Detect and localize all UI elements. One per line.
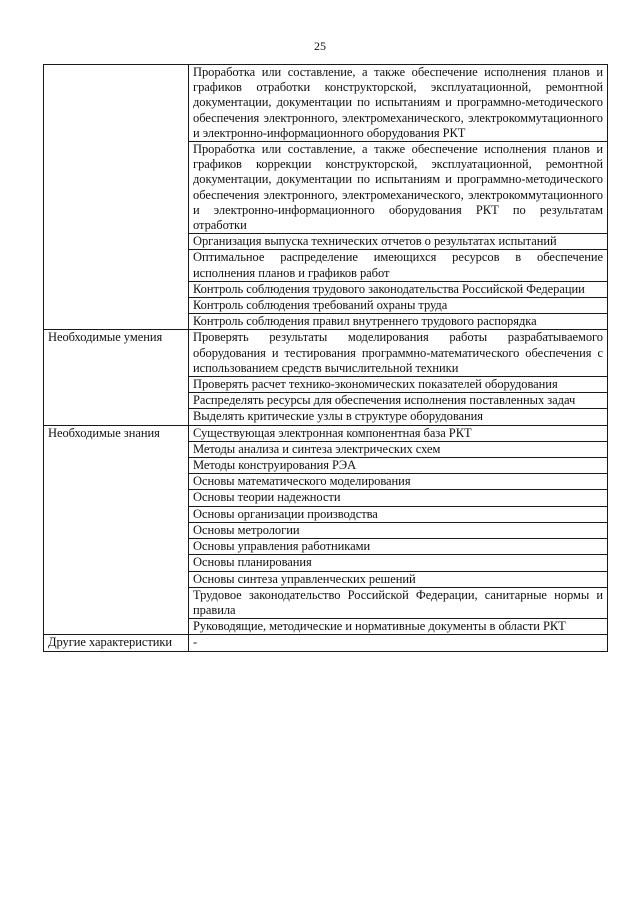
- knowledge-item: Методы анализа и синтеза электрических схем: [189, 441, 608, 457]
- knowledge-item: Основы планирования: [189, 555, 608, 571]
- table-row: [44, 65, 608, 142]
- competency-table: [43, 64, 608, 652]
- knowledge-item: Трудовое законодательство Российской Федерации, санитарные нормы и правила: [189, 587, 608, 618]
- knowledge-item: Существующая электронная компонентная база РКТ: [189, 425, 608, 441]
- labor-actions-label-cell: [44, 65, 189, 330]
- labor-action-item: Контроль соблюдения требований охраны труда: [189, 298, 608, 314]
- knowledge-item: Основы теории надежности: [189, 490, 608, 506]
- table-row: [44, 330, 608, 377]
- skill-item: Выделять критические узлы в структуре оборудования: [189, 409, 608, 425]
- skills-label: Необходимые умения: [44, 330, 189, 425]
- knowledge-item: Руководящие, методические и нормативные документы в области РКТ: [189, 619, 608, 635]
- skill-item: Распределять ресурсы для обеспечения исполнения поставленных задач: [189, 393, 608, 409]
- labor-action-item: Проработка или составление, а также обеспечение исполнения планов и графиков отработки конструкторской, эксплуатационной, ремонтной документации, документации по испытаниям и программно-методического обеспечения электронного, электромеханического, электрокоммутационного и электронно-информационного оборудования РКТ: [189, 65, 608, 142]
- labor-action-item: Контроль соблюдения правил внутреннего трудового распорядка: [189, 314, 608, 330]
- other-characteristics-label: Другие характеристики: [44, 635, 189, 651]
- knowledge-item: Основы организации производства: [189, 506, 608, 522]
- skill-item: Проверять расчет технико-экономических показателей оборудования: [189, 377, 608, 393]
- table-row: [44, 635, 608, 651]
- labor-action-item: Проработка или составление, а также обеспечение исполнения планов и графиков коррекции конструкторской, эксплуатационной, ремонтной документации, документации по испытаниям и программно-методического обеспечения электронного, электромеханического, электрокоммутационного и электронно-информационного оборудования РКТ по результатам отработки: [189, 142, 608, 234]
- other-characteristics-value: -: [189, 635, 608, 651]
- knowledge-item: Методы конструирования РЭА: [189, 458, 608, 474]
- knowledge-item: Основы управления работниками: [189, 539, 608, 555]
- knowledge-item: Основы математического моделирования: [189, 474, 608, 490]
- labor-action-item: Организация выпуска технических отчетов о результатах испытаний: [189, 234, 608, 250]
- labor-action-item: Контроль соблюдения трудового законодательства Российской Федерации: [189, 281, 608, 297]
- table-row: [44, 425, 608, 441]
- page-number: 25: [314, 39, 326, 53]
- skill-item: Проверять результаты моделирования работы разрабатываемого оборудования и тестирования программно-математического обеспечения с использованием средств вычислительной техники: [189, 330, 608, 377]
- knowledge-item: Основы синтеза управленческих решений: [189, 571, 608, 587]
- labor-action-item: Оптимальное распределение имеющихся ресурсов в обеспечение исполнения планов и графиков работ: [189, 250, 608, 281]
- knowledge-item: Основы метрологии: [189, 522, 608, 538]
- knowledge-label: Необходимые знания: [44, 425, 189, 635]
